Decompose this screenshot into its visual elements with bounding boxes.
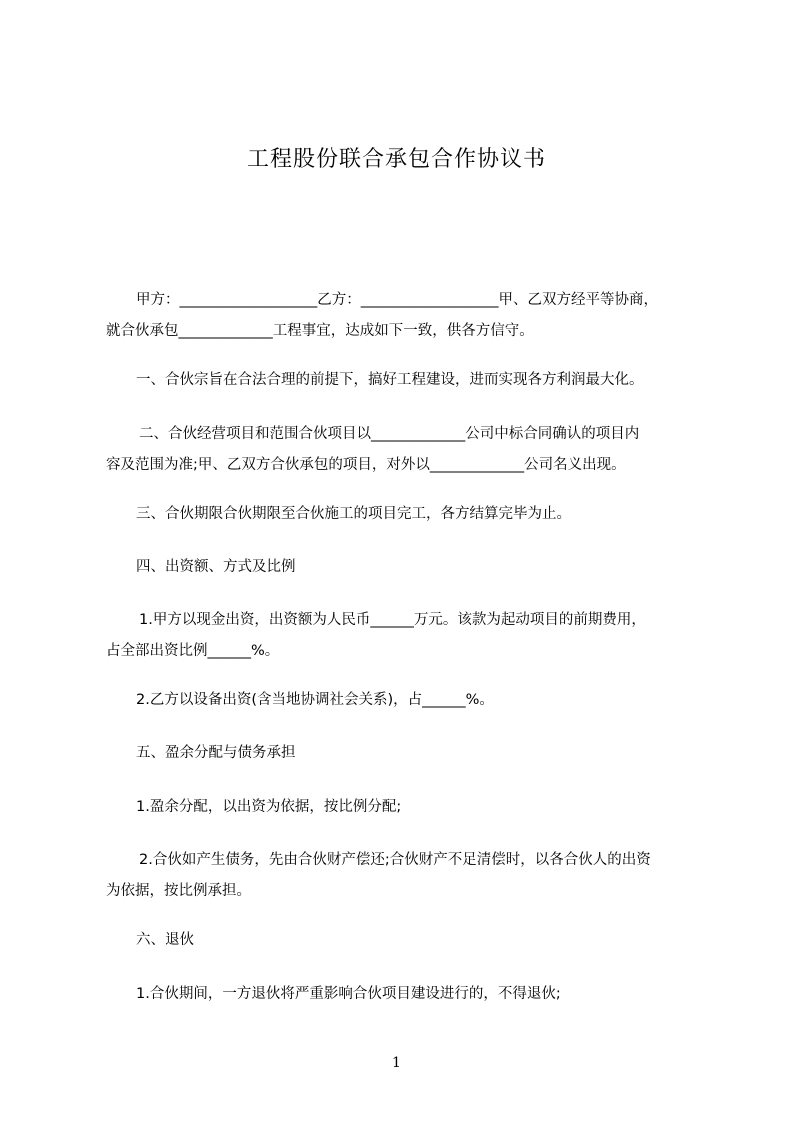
paragraph-line: 三、合伙期限合伙期限至合伙施工的项目完工，各方结算完毕为止。 (136, 506, 571, 522)
document-title: 工程股份联合承包合作协议书 (246, 147, 546, 172)
section-heading-profit (106, 738, 706, 769)
paragraph-line: 二、合伙经营项目和范围合伙项目以_____________公司中标合同确认的项目内 (139, 426, 640, 442)
paragraph-capital-b (106, 685, 706, 716)
paragraph-profit-distribution (106, 792, 706, 823)
paragraph-capital-a (106, 605, 706, 667)
paragraph-line: 1.合伙期间，一方退伙将严重影响合伙项目建设进行的，不得退伙; (136, 986, 561, 1002)
paragraph-line: 占全部出资比例______%。 (106, 643, 280, 659)
paragraph-line: 四、出资额、方式及比例 (136, 559, 296, 575)
paragraph-purpose (106, 365, 706, 396)
paragraph-parties (106, 285, 706, 347)
section-heading-capital (106, 552, 706, 583)
paragraph-debt (106, 845, 706, 907)
paragraph-line: 就合伙承包_____________工程事宜，达成如下一致，供各方信守。 (106, 323, 534, 339)
paragraph-line: 一、合伙宗旨在合法合理的前提下，搞好工程建设，进而实现各方利润最大化。 (136, 372, 644, 388)
paragraph-line: 六、退伙 (136, 932, 194, 948)
paragraph-line: 1.盈余分配，以出资为依据，按比例分配; (136, 799, 402, 815)
paragraph-line: 甲方：___________________乙方：___________________甲、乙双方经平等协商， (136, 292, 658, 308)
paragraph-line: 容及范围为准;甲、乙双方合伙承包的项目，对外以_____________公司名义出现。 (106, 457, 626, 473)
paragraph-line: 1.甲方以现金出资，出资额为人民币______万元。该款为起动项目的前期费用， (139, 612, 646, 628)
paragraph-term (106, 499, 706, 530)
paragraph-line: 2.乙方以设备出资(含当地协调社会关系)，占______%。 (136, 692, 494, 708)
paragraph-withdrawal-rule (106, 979, 706, 1010)
paragraph-line: 为依据，按比例承担。 (106, 883, 251, 899)
paragraph-line: 2.合伙如产生债务，先由合伙财产偿还;合伙财产不足清偿时，以各合伙人的出资 (139, 852, 651, 868)
page-number: 1 (392, 1055, 401, 1071)
paragraph-line: 五、盈余分配与债务承担 (136, 745, 296, 761)
paragraph-scope (106, 419, 706, 481)
section-heading-withdrawal (106, 925, 706, 956)
